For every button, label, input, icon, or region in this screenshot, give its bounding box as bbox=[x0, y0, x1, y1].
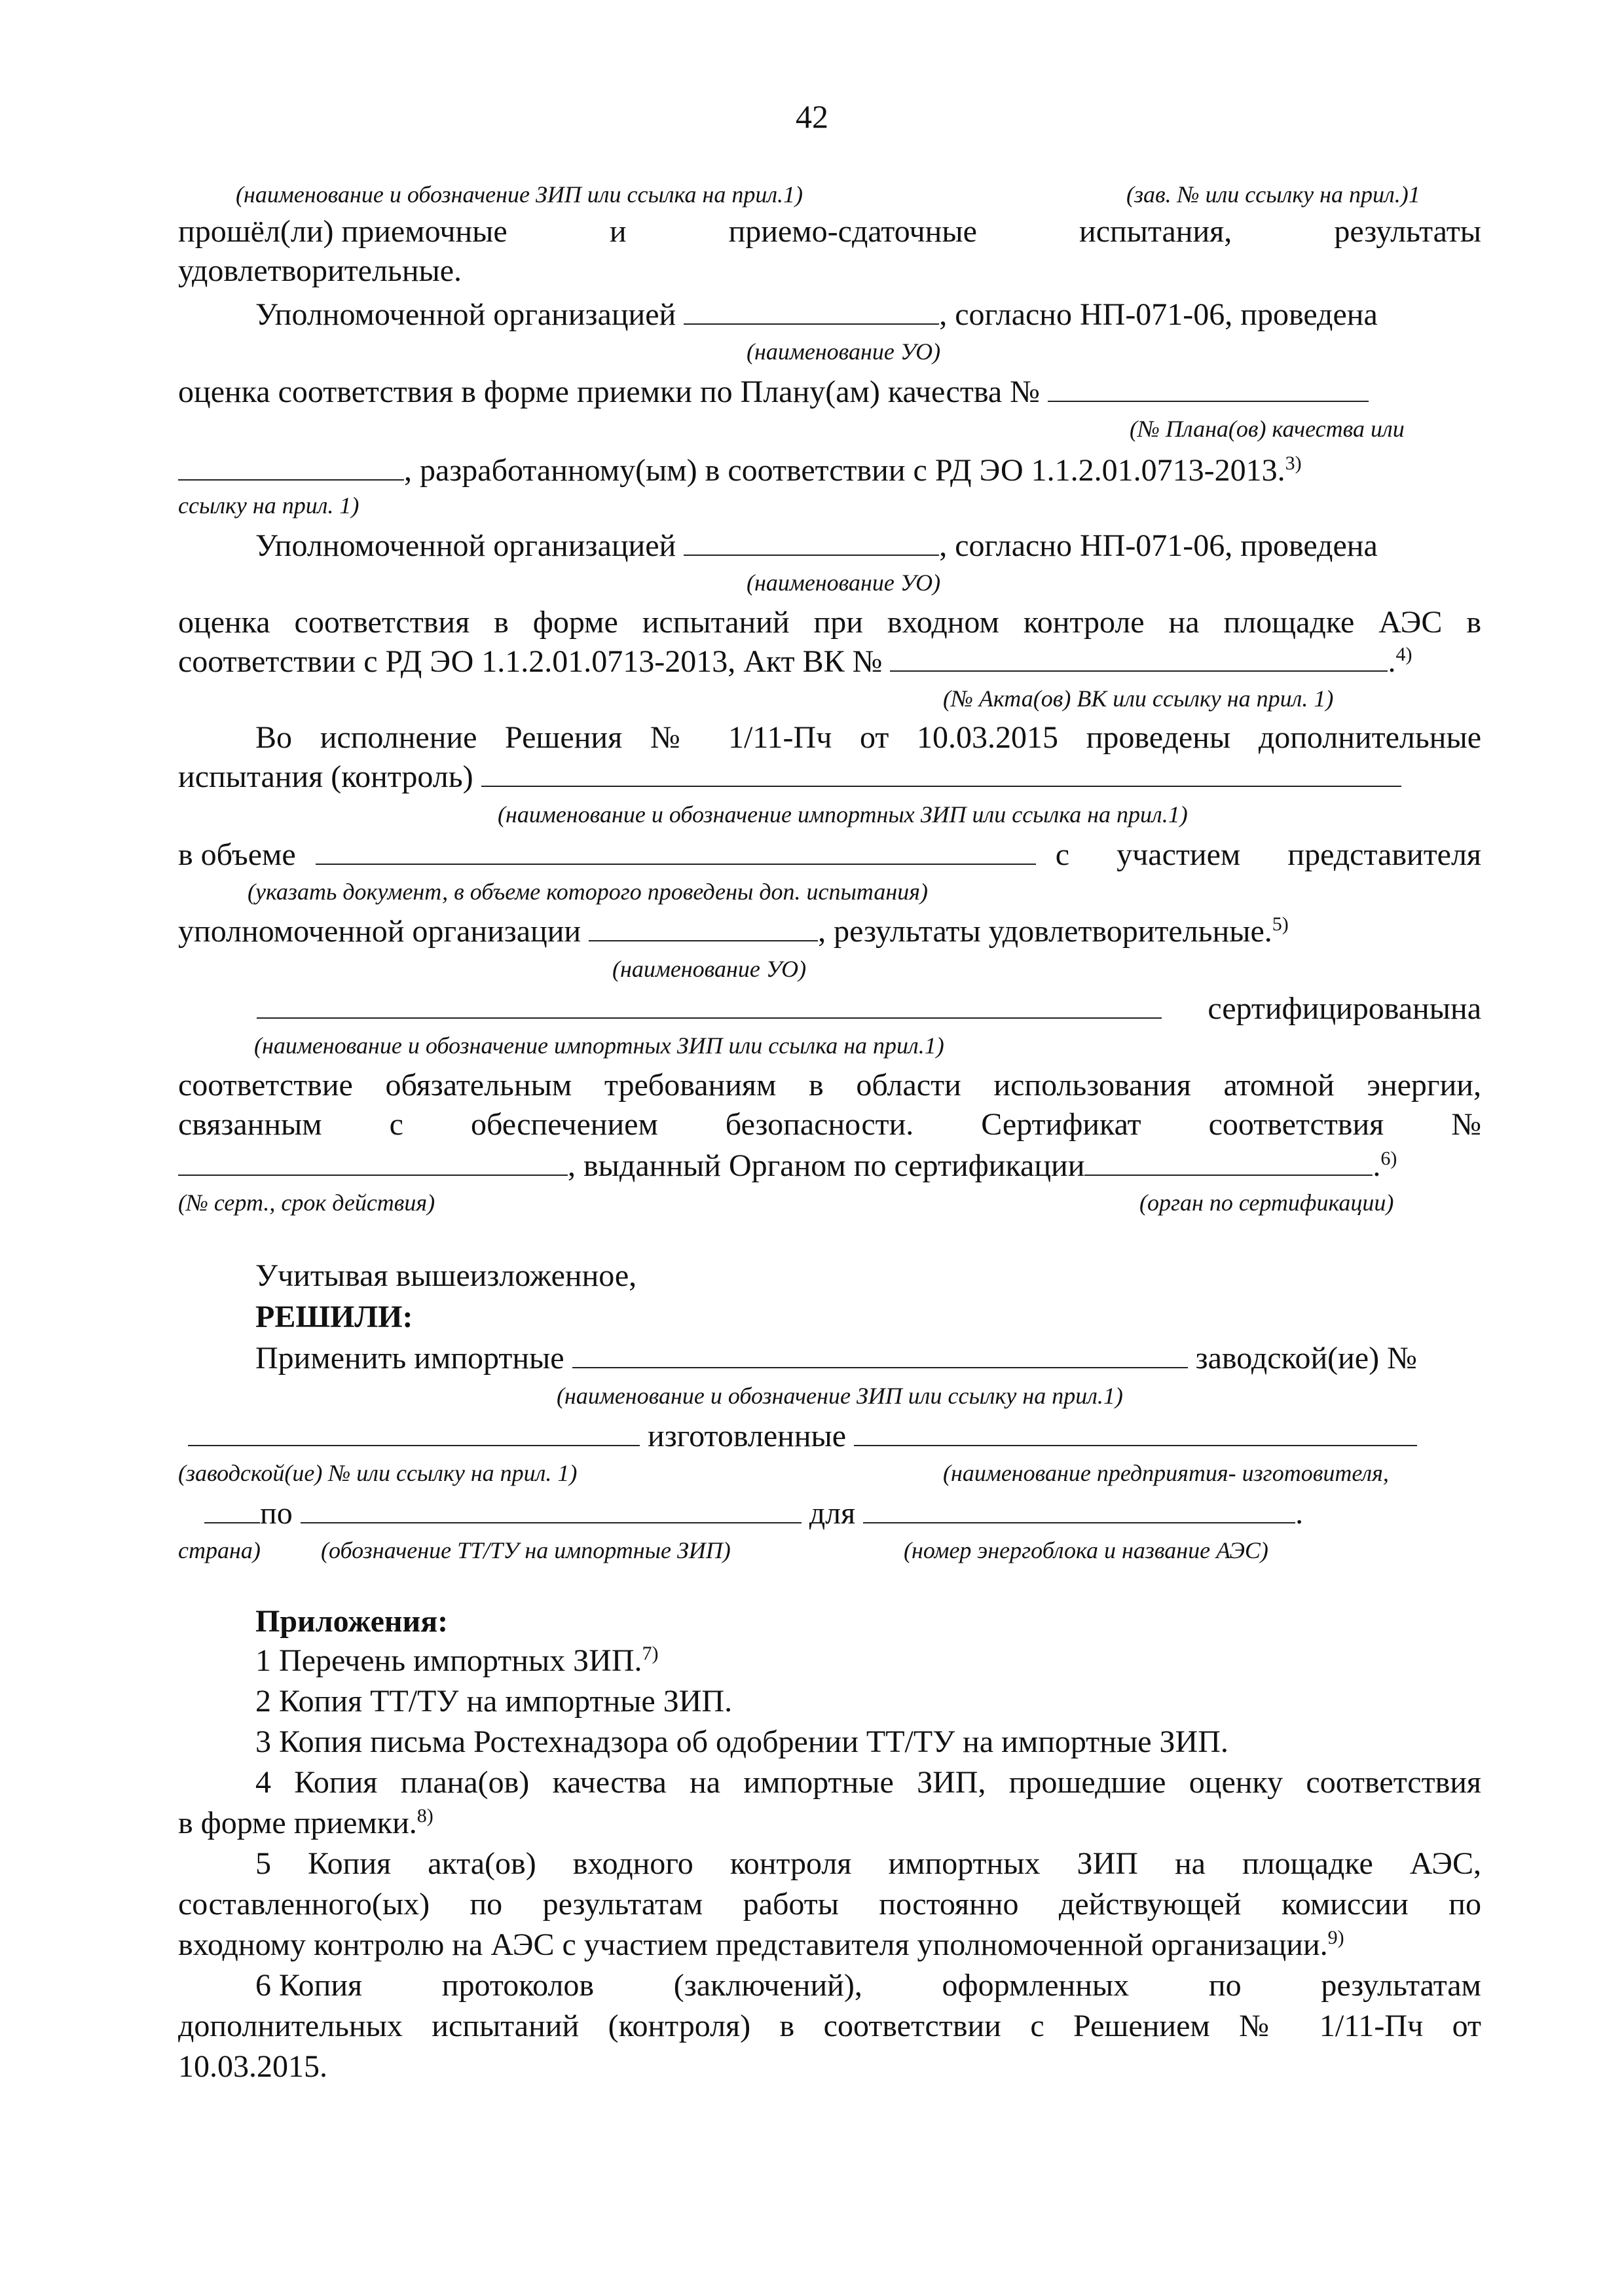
caption-uo-name: (наименование УО) bbox=[747, 338, 941, 365]
a6-word: по bbox=[1208, 1968, 1242, 2003]
text-segment: входному контролю на АЭС с участием представителя уполномоченной организации. bbox=[178, 1927, 1328, 1962]
appendix-5-line2: составленного(ых) по результатам работы постоянно действующей комиссии по bbox=[178, 1887, 1481, 1922]
caption-uo-name: (наименование УО) bbox=[612, 956, 807, 982]
caption-unit: (номер энергоблока и название АЭС) bbox=[904, 1537, 1268, 1563]
caption-act-number: (№ Акта(ов) ВК или ссылку на прил. 1) bbox=[943, 685, 1334, 712]
p5-word: связанным bbox=[178, 1107, 322, 1142]
text-segment: на bbox=[1450, 991, 1481, 1026]
caption-quality-plan: (№ Плана(ов) качества или bbox=[1130, 416, 1405, 442]
text-segment: Уполномоченной организацией bbox=[255, 297, 676, 332]
footnote-ref: 6) bbox=[1380, 1148, 1397, 1169]
decision-line4: по для . bbox=[178, 1495, 1481, 1533]
footnote-ref: 8) bbox=[416, 1805, 434, 1827]
blank-field-tt-tu bbox=[301, 1496, 802, 1523]
blank-field-uo bbox=[589, 914, 818, 941]
text-segment: испытания (контроль) bbox=[178, 759, 473, 794]
footnote-ref: 4) bbox=[1395, 644, 1412, 665]
p1-word: прошёл(ли) приемочные bbox=[178, 214, 507, 249]
caption-certificate: (№ серт., срок действия) bbox=[178, 1190, 435, 1216]
appendix-4-line2 bbox=[178, 1804, 1481, 1842]
a6-word: 6 Копия bbox=[255, 1968, 363, 2003]
caption-zip-name: (наименование и обозначение ЗИП или ссылка на прил.1) bbox=[236, 181, 803, 208]
text-segment: Уполномоченной организацией bbox=[255, 528, 676, 563]
blank-field-imported-zip bbox=[257, 991, 1162, 1019]
blank-field-unit bbox=[863, 1496, 1295, 1523]
p4-line2 bbox=[178, 758, 1481, 796]
p5-word: Сертификат bbox=[981, 1107, 1141, 1142]
decision-intro: Учитывая вышеизложенное, bbox=[255, 1258, 637, 1293]
p3-line2: оценка соответствия в форме испытаний при входном контроле на площадке АЭС в bbox=[178, 605, 1481, 640]
p5-word: безопасности. bbox=[725, 1107, 914, 1142]
a6-word: результатам bbox=[1321, 1968, 1481, 2003]
caption-cert-body: (орган по сертификации) bbox=[1139, 1190, 1394, 1216]
appendix-6-line2: дополнительных испытаний (контроля) в соответствии с Решением № 1/11-Пч от bbox=[178, 2009, 1481, 2043]
caption-serial: (заводской(ие) № или ссылку на прил. 1) bbox=[178, 1460, 578, 1486]
p3-line1 bbox=[255, 527, 1481, 565]
blank-field-quality-plan-cont bbox=[178, 453, 404, 481]
text-segment: по bbox=[260, 1496, 293, 1531]
decision-line3 bbox=[178, 1417, 1481, 1455]
page-number: 42 bbox=[796, 98, 828, 135]
p5-line1 bbox=[178, 990, 1481, 1028]
p5-word: № bbox=[1451, 1107, 1481, 1142]
blank-field-imported-zip bbox=[481, 759, 1401, 787]
a6-word: (заключений), bbox=[673, 1968, 862, 2003]
blank-field-serial bbox=[188, 1419, 640, 1446]
appendix-5-line1: 5 Копия акта(ов) входного контроля импортных ЗИП на площадке АЭС, bbox=[255, 1846, 1481, 1881]
blank-field-certificate bbox=[178, 1148, 568, 1176]
text-segment: в объеме bbox=[178, 837, 296, 872]
caption-uo-name: (наименование УО) bbox=[747, 570, 941, 596]
appendix-3: 3 Копия письма Ростехнадзора об одобрении ТТ/ТУ на импортные ЗИП. bbox=[255, 1724, 1228, 1759]
p5-word: соответствия bbox=[1208, 1107, 1384, 1142]
p1-line1 bbox=[178, 213, 1481, 251]
decision-line2 bbox=[255, 1339, 1481, 1377]
appendix-2: 2 Копия ТТ/ТУ на импортные ЗИП. bbox=[255, 1684, 733, 1719]
text-segment: с участием представителя bbox=[1055, 837, 1481, 872]
p3-line3: соответствии с РД ЭО 1.1.2.01.0713-2013, Акт ВК № .$^{4)}$ bbox=[178, 644, 1412, 679]
blank-field-zip bbox=[572, 1341, 1188, 1368]
p1-line2: удовлетворительные. bbox=[178, 253, 462, 288]
text-segment: соответствии с РД ЭО 1.1.2.01.0713-2013, Акт ВК № bbox=[178, 644, 883, 679]
p4-line3 bbox=[178, 836, 1481, 874]
text-segment: , выданный Органом по сертификации bbox=[568, 1148, 1085, 1183]
blank-field-uo bbox=[684, 297, 939, 325]
text-segment: оценка соответствия в форме приемки по Плану(ам) качества № bbox=[178, 374, 1040, 409]
blank-field-quality-plan bbox=[1048, 374, 1369, 402]
blank-field-manufacturer bbox=[854, 1419, 1417, 1446]
decision-heading: РЕШИЛИ: bbox=[255, 1300, 413, 1334]
text-segment: в форме приемки. bbox=[178, 1806, 417, 1840]
p5-line3 bbox=[178, 1106, 1481, 1144]
text-segment: для bbox=[809, 1496, 856, 1531]
p2-line2 bbox=[178, 373, 1481, 411]
p1-word: результаты bbox=[1334, 214, 1481, 249]
text-segment: , согласно НП-071-06, проведена bbox=[939, 297, 1378, 332]
caption-serial-number: (зав. № или ссылку на прил.)1 bbox=[1126, 181, 1420, 208]
text-segment: , разработанному(ым) в соответствии с РД ЭО 1.1.2.01.0713-2013. bbox=[404, 453, 1285, 488]
caption-zip: (наименование и обозначение ЗИП или ссылку на прил.1) bbox=[557, 1383, 1123, 1409]
footnote-ref: 7) bbox=[642, 1643, 659, 1664]
caption-ref-appendix: ссылку на прил. 1) bbox=[178, 492, 360, 519]
footnote-ref: 3) bbox=[1285, 452, 1302, 474]
text-segment: изготовленные bbox=[648, 1419, 847, 1453]
caption-country: страна) bbox=[178, 1537, 261, 1563]
p5-word: с bbox=[389, 1107, 403, 1142]
text-segment: заводской(ие) № bbox=[1195, 1341, 1417, 1376]
a6-word: протоколов bbox=[441, 1968, 595, 2003]
p5-line4: , выданный Органом по сертификации .$^{6)}$ bbox=[178, 1147, 1481, 1185]
blank-field-scope bbox=[316, 837, 1036, 865]
blank-field-country bbox=[204, 1496, 260, 1523]
footnote-ref: 5) bbox=[1272, 913, 1289, 935]
appendix-5-line3 bbox=[178, 1926, 1481, 1964]
p2-line1 bbox=[255, 296, 1481, 334]
appendices-heading: Приложения: bbox=[255, 1604, 449, 1639]
text-segment: Применить импортные bbox=[255, 1341, 564, 1376]
text-segment: уполномоченной организации bbox=[178, 914, 581, 949]
caption-imported-zip: (наименование и обозначение импортных ЗИП или ссылка на прил.1) bbox=[254, 1032, 944, 1059]
appendix-6-line3: 10.03.2015. bbox=[178, 2049, 327, 2084]
p4-line1: Во исполнение Решения № 1/11-Пч от 10.03.2015 проведены дополнительные bbox=[255, 720, 1481, 755]
p2-line3 bbox=[178, 452, 1481, 490]
p1-word: и bbox=[609, 214, 627, 249]
blank-field-act-number bbox=[890, 644, 1388, 672]
p4-line4 bbox=[178, 913, 1481, 951]
footnote-ref: 9) bbox=[1327, 1927, 1344, 1948]
appendix-6-line1 bbox=[255, 1967, 1481, 2005]
caption-tt-tu: (обозначение ТТ/ТУ на импортные ЗИП) bbox=[321, 1537, 731, 1563]
caption-imported-zip: (наименование и обозначение импортных ЗИП или ссылка на прил.1) bbox=[498, 801, 1188, 828]
p5-line2: соответствие обязательным требованиям в области использования атомной энергии, bbox=[178, 1068, 1481, 1102]
p5-word: обеспечением bbox=[470, 1107, 658, 1142]
blank-field-uo bbox=[684, 528, 939, 556]
caption-scope-document: (указать документ, в объеме которого проведены доп. испытания) bbox=[248, 879, 928, 905]
text-segment: сертифицированы bbox=[1208, 991, 1450, 1026]
blank-field-cert-body bbox=[1084, 1148, 1373, 1176]
a6-word: оформленных bbox=[942, 1968, 1130, 2003]
p1-word: приемо-сдаточные bbox=[728, 214, 977, 249]
caption-manufacturer: (наименование предприятия- изготовителя, bbox=[943, 1460, 1389, 1486]
text-segment: , согласно НП-071-06, проведена bbox=[939, 528, 1378, 563]
text-segment: 1 Перечень импортных ЗИП. bbox=[255, 1643, 642, 1678]
text-segment: , результаты удовлетворительные. bbox=[818, 914, 1272, 949]
appendix-1 bbox=[255, 1642, 1559, 1680]
p1-word: испытания, bbox=[1079, 214, 1232, 249]
appendix-4-line1: 4 Копия плана(ов) качества на импортные ЗИП, прошедшие оценку соответствия bbox=[255, 1765, 1481, 1800]
